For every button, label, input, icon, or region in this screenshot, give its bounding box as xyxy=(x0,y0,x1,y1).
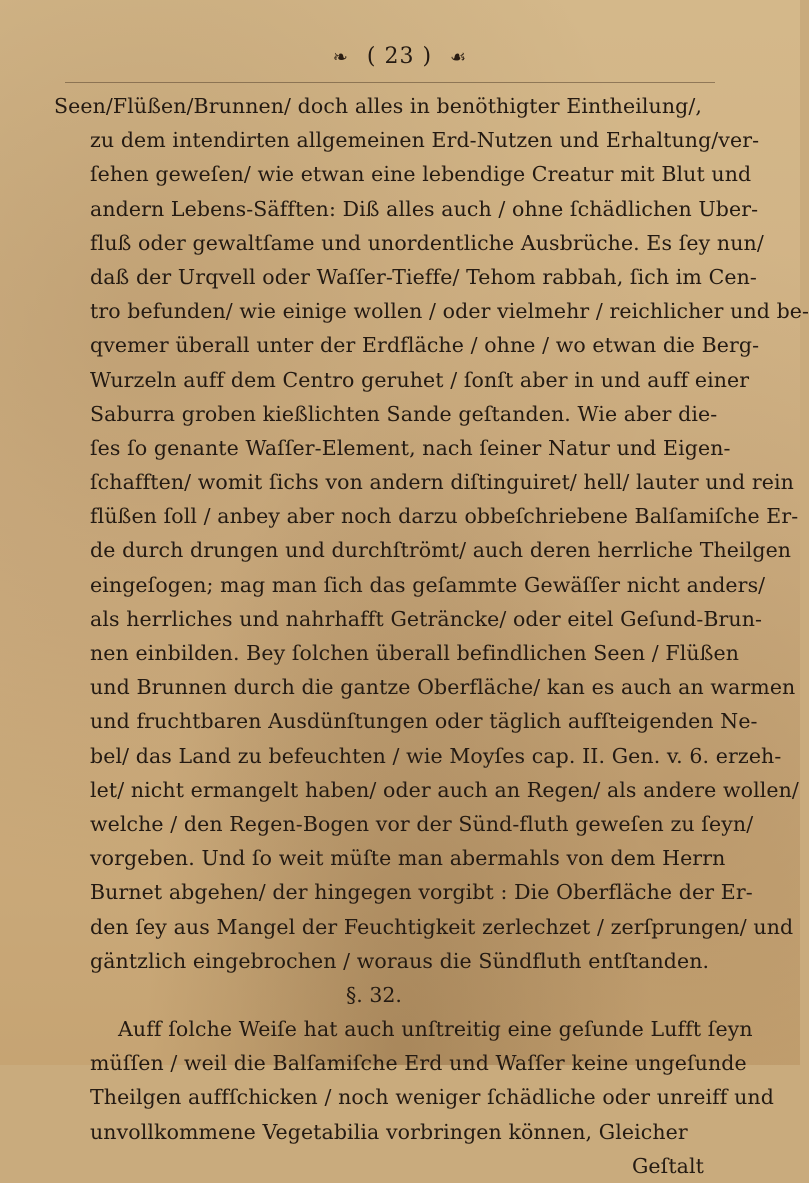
text-line: flüßen ſoll / anbey aber noch darzu obbeſchriebene Balſamiſche Er- xyxy=(90,504,799,529)
left-ornament: ❧ xyxy=(332,47,349,68)
catchword: Geſtalt xyxy=(631,1153,704,1178)
text-line: müſſen / weil die Balſamiſche Erd und Waſſer keine ungeſunde xyxy=(90,1051,747,1076)
text-line: let/ nicht ermangelt haben/ oder auch an Regen/ als andere wollen/ xyxy=(90,777,799,802)
right-ornament: ☙ xyxy=(450,47,468,68)
text-line: und fruchtbaren Ausdünſtungen oder täglich aufſteigenden Ne- xyxy=(90,709,758,734)
text-line: Burnet abgehen/ der hingegen vorgibt : Die Oberfläche der Er- xyxy=(90,880,753,905)
text-line: Seen/Flüßen/Brunnen/ doch alles in benöthigter Eintheilung/, xyxy=(54,94,702,118)
text-line: vorgeben. Und ſo weit müſte man abermahls von dem Herrn xyxy=(90,846,726,871)
text-line: eingeſogen; mag man ſich das geſammte Gewäſſer nicht anders/ xyxy=(90,572,766,597)
text-line: nen einbilden. Bey ſolchen überall befindlichen Seen / Flüßen xyxy=(90,641,740,665)
text-line: qvemer überall unter der Erdfläche / ohne / wo etwan die Berg- xyxy=(90,333,760,358)
text-line: ſehen geweſen/ wie etwan eine lebendige Creatur mit Blut und xyxy=(90,162,752,187)
text-line: tro befunden/ wie einige wollen / oder vielmehr / reichlicher und be- xyxy=(90,299,809,324)
section-number: §. 32. xyxy=(346,982,402,1007)
text-line: ſes ſo genante Waſſer-Element, nach ſeiner Natur und Eigen- xyxy=(90,435,731,460)
text-line: daß der Urqvell oder Waſſer-Tieffe/ Tehom rabbah, ſich im Cen- xyxy=(90,264,757,289)
text-line: de durch drungen und durchſtrömt/ auch deren herrliche Theilgen xyxy=(90,538,792,563)
body-text xyxy=(54,89,809,1183)
text-line: gäntzlich eingebrochen / woraus die Sündfluth entſtanden. xyxy=(90,948,710,973)
text-line: als herrliches und nahrhafft Geträncke/ oder eitel Geſund-Brun- xyxy=(90,606,763,631)
page-number: ( 23 ) xyxy=(366,44,433,69)
text-line: ſchafften/ womit ſichs von andern diſtinguiret/ hell/ lauter und rein xyxy=(90,470,794,495)
page-header xyxy=(0,44,800,69)
text-line: und Brunnen durch die gantze Oberfläche/ kan es auch an warmen xyxy=(90,675,796,700)
text-line: bel/ das Land zu befeuchten / wie Moyſes cap. II. Gen. v. 6. erzeh- xyxy=(90,743,782,768)
text-line: Wurzeln auff dem Centro geruhet / ſonſt aber in und auff einer xyxy=(90,367,750,392)
text-line: unvollkommene Vegetabilia vorbringen können, Gleicher xyxy=(90,1119,688,1144)
text-line: zu dem intendirten allgemeinen Erd-Nutzen und Erhaltung/ver- xyxy=(90,128,760,153)
text-line: welche / den Regen-Bogen vor der Sünd-fluth geweſen zu ſeyn/ xyxy=(90,811,754,836)
text-line: Saburra groben kießlichten Sande geſtanden. Wie aber die- xyxy=(90,401,718,426)
text-line: fluß oder gewaltſame und unordentliche Ausbrüche. Es ſey nun/ xyxy=(90,230,764,255)
header-rule xyxy=(65,82,715,83)
text-line: Theilgen auffſchicken / noch weniger ſchädliche oder unreiff und xyxy=(90,1085,774,1110)
text-line: Auff ſolche Weiſe hat auch unſtreitig eine geſunde Lufft ſeyn xyxy=(118,1017,753,1042)
text-line: andern Lebens-Säfften: Diß alles auch / ohne ſchädlichen Uber- xyxy=(90,196,759,221)
text-line: den ſey aus Mangel der Feuchtigkeit zerlechzet / zerſprungen/ und xyxy=(90,914,794,939)
